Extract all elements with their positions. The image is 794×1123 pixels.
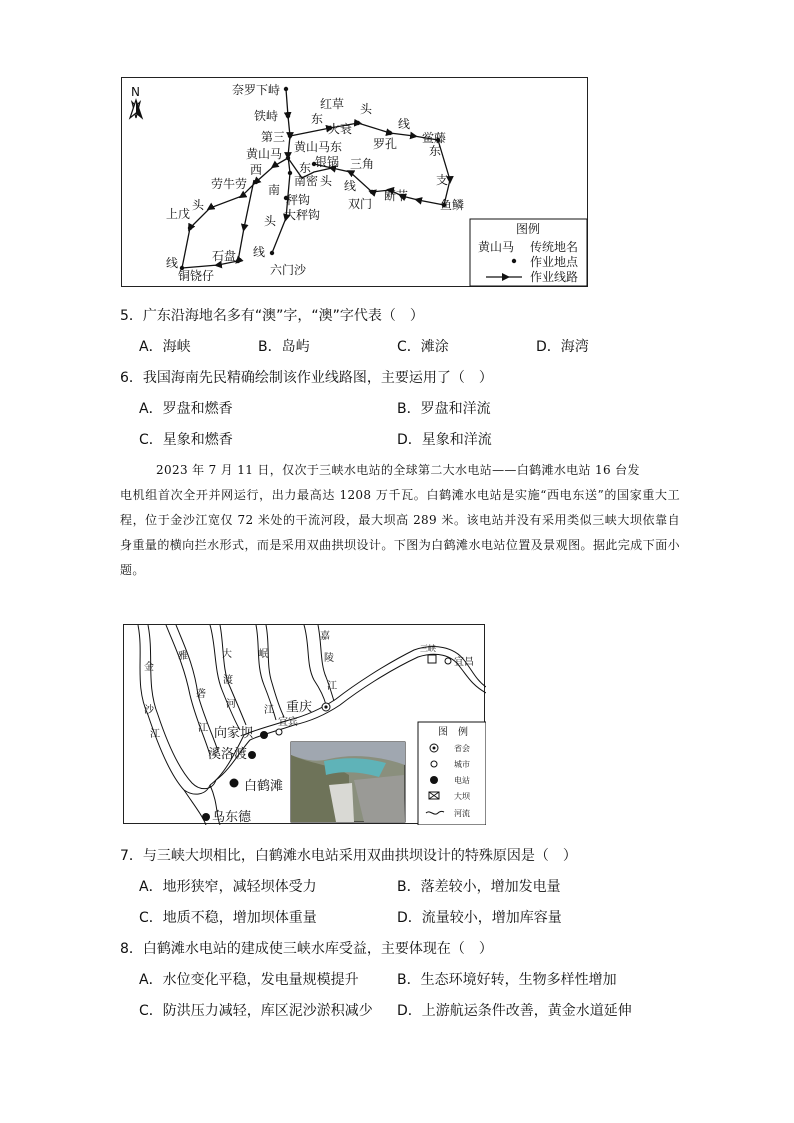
legend-point-label: 作业地点 (530, 255, 579, 269)
fishing-route-map (121, 77, 588, 287)
city-label: 宜宾 (278, 717, 298, 728)
dam-label: 三峡 (420, 644, 436, 653)
station-icons (202, 731, 268, 821)
station-label: 溪洛渡 (208, 747, 248, 762)
place-label: 黄山马 (246, 147, 283, 161)
river-char: 渡 (223, 675, 233, 686)
station-label: 向家坝 (214, 726, 254, 741)
q8-option-a[interactable]: A．水位变化平稳，发电量规模提升 (139, 972, 359, 988)
station-icon (260, 731, 268, 739)
q6-option-c[interactable]: C．星象和燃香 (139, 432, 233, 448)
legend-name-label: 传统地名 (530, 240, 579, 254)
station-icon (202, 813, 210, 821)
route-char: 头 (264, 214, 277, 228)
location-map-svg (124, 625, 486, 825)
station-label: 乌东德 (212, 810, 252, 825)
q6-option-d[interactable]: D．星象和洋流 (397, 432, 492, 448)
river-char: 江 (150, 729, 160, 740)
station-label: 白鹤滩 (244, 779, 284, 794)
river-char: 河 (226, 699, 236, 710)
place-label: 石盘 (212, 249, 237, 263)
legend-station-label: 电站 (454, 776, 470, 785)
place-label: 大秤钩 (284, 208, 321, 222)
route-char: 头 (320, 174, 333, 188)
river-char: 江 (198, 723, 208, 734)
q7-option-c[interactable]: C．地质不稳，增加坝体重量 (139, 910, 317, 926)
place-label: 鲎藤 (422, 131, 447, 145)
place-label: 银锅 (315, 155, 340, 169)
place-label: 奈罗下峙 (232, 83, 281, 97)
city-label: 重庆 (286, 700, 313, 715)
place-label: 红草 (320, 97, 345, 111)
city-label: 宜昌 (454, 657, 474, 668)
dam-photo (291, 742, 405, 822)
route-char: 线 (166, 256, 179, 270)
place-label: 第三 (261, 130, 286, 144)
place-label: 双门 (348, 197, 373, 211)
place-label: 罗孔 (373, 137, 398, 151)
route-map-svg (122, 78, 589, 288)
place-label: 铁峙 (254, 109, 279, 123)
place-label: 上戊 (166, 207, 191, 221)
river-char: 金 (144, 662, 154, 673)
north-label: N (131, 85, 140, 99)
place-label: 劳牛劳 (211, 177, 248, 191)
q5-option-c[interactable]: C．滩涂 (397, 339, 449, 355)
question-7-stem: 7．与三峡大坝相比，白鹤滩水电站采用双曲拱坝设计的特殊原因是（ ） (120, 848, 577, 864)
legend-capital-label: 省会 (454, 744, 470, 753)
legend-route-label: 作业线路 (530, 270, 579, 284)
legend-river-label: 河流 (454, 809, 470, 818)
q8-option-d[interactable]: D．上游航运条件改善，黄金水道延伸 (397, 1003, 632, 1019)
question-8-stem: 8．白鹤滩水电站的建成使三峡水库受益，主要体现在（ ） (120, 941, 493, 957)
north-arrow-icon (130, 85, 142, 118)
route-char: 线 (253, 245, 266, 259)
city-dot (276, 729, 282, 735)
station-icon (248, 751, 256, 759)
legend-title: 图例 (516, 222, 541, 236)
q7-option-a[interactable]: A．地形狭窄，减轻坝体受力 (139, 879, 317, 895)
river-char: 江 (264, 705, 274, 716)
legend-sample-name: 黄山马 (478, 240, 515, 254)
place-label: 南密 (294, 174, 319, 188)
place-label: 六门沙 (270, 263, 307, 277)
route-char: 线 (398, 117, 411, 131)
passage-rest: 电机组首次全开并网运行，出力最高达 1208 万千瓦。白鹤滩水电站是实施“西电东送”的国家重大工程，位于金沙江宽仅 72 米处的干流河段，最大坝高 289 米。该电站并没有采用类似三峡大坝依靠自身重量的横向拦水形式，而是采用双曲拱坝设计。下图为白鹤滩水电站位置及景观图。据此完成下面小题。 (120, 488, 680, 577)
route-char: 头 (192, 198, 205, 212)
q5-option-a[interactable]: A．海峡 (139, 339, 191, 355)
q8-option-b[interactable]: B．生态环境好转，生物多样性增加 (397, 972, 617, 988)
legend-title: 图 例 (438, 727, 468, 738)
river-char: 江 (327, 681, 337, 692)
q7-option-b[interactable]: B．落差较小，增加发电量 (397, 879, 561, 895)
river-char: 大 (222, 649, 232, 660)
place-label: 黄山马东 (294, 140, 343, 154)
dam-icon (428, 655, 436, 663)
baihetan-location-map (123, 624, 485, 824)
location-map-legend (418, 722, 486, 825)
city-dot (445, 658, 451, 664)
route-char: 东 (299, 161, 312, 175)
q6-option-a[interactable]: A．罗盘和燃香 (139, 401, 233, 417)
route-char: 东 (429, 144, 442, 158)
route-char: 东 (311, 112, 324, 126)
reading-passage (120, 458, 680, 583)
place-label: 断节 (384, 189, 409, 203)
legend-dam-label: 大坝 (454, 792, 470, 801)
place-label: 三角 (350, 157, 375, 171)
route-char: 线 (344, 179, 357, 193)
route-map-legend (470, 219, 587, 286)
station-icon (230, 779, 239, 788)
river-char: 砻 (196, 689, 206, 700)
route-char: 头 (360, 102, 373, 116)
place-label: 秤钩 (286, 193, 311, 207)
river-char: 陵 (324, 653, 334, 664)
question-6-stem: 6．我国海南先民精确绘制该作业线路图，主要运用了（ ） (120, 370, 493, 386)
river-char: 嘉 (320, 631, 330, 642)
river-char: 雅 (178, 651, 188, 662)
legend-station-icon (430, 776, 438, 784)
q5-option-b[interactable]: B．岛屿 (258, 339, 310, 355)
q7-option-d[interactable]: D．流量较小，增加库容量 (397, 910, 562, 926)
legend-city-label: 城市 (454, 760, 470, 769)
place-label: 火衰 (328, 122, 353, 136)
river-char: 岷 (258, 649, 268, 660)
river-char: 沙 (144, 705, 154, 716)
place-label: 鱼鳞 (440, 198, 465, 212)
q8-option-c[interactable]: C．防洪压力减轻，库区泥沙淤积减少 (139, 1003, 373, 1019)
route-char: 南 (268, 183, 281, 197)
route-char: 支 (436, 173, 449, 187)
legend-city-icon (431, 761, 437, 767)
question-5-stem: 5．广东沿海地名多有“澳”字，“澳”字代表（ ） (120, 308, 424, 324)
q6-option-b[interactable]: B．罗盘和洋流 (397, 401, 491, 417)
passage-line-1: 2023 年 7 月 11 日，仅次于三峡水电站的全球第二大水电站——白鹤滩水电站 16 台发 (156, 463, 640, 477)
legend-point-icon (512, 259, 516, 263)
route-char: 西 (250, 163, 263, 177)
place-label: 铜铙仔 (178, 269, 215, 283)
q5-option-d[interactable]: D．海湾 (536, 339, 589, 355)
